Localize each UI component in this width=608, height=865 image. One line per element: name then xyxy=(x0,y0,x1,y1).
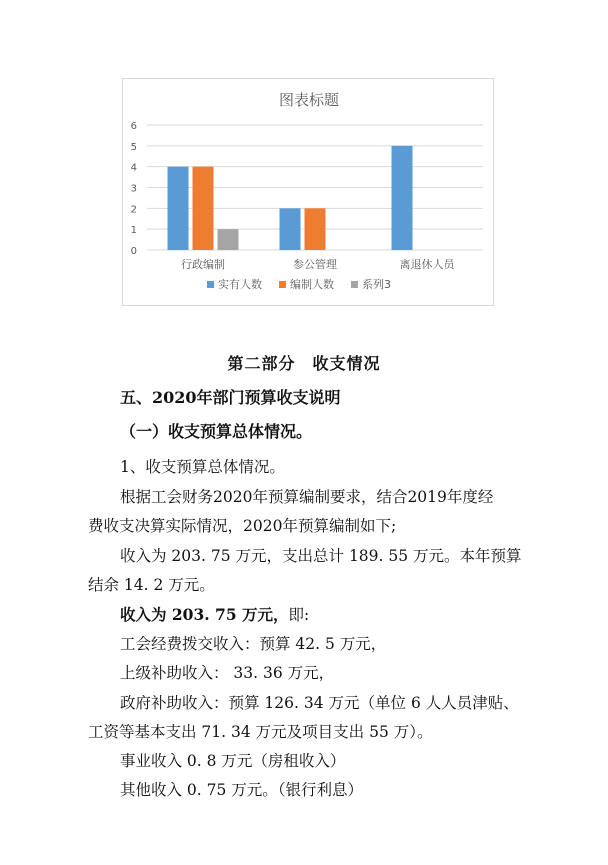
y-tick-label-6: 6 xyxy=(130,121,137,132)
paragraph-1: 1、收支预算总体情况。 xyxy=(120,458,285,476)
y-tick-label-5: 5 xyxy=(130,141,137,153)
paragraph-4 xyxy=(120,603,309,625)
bar-1-0 xyxy=(280,208,301,250)
chart-title: 图表标题 xyxy=(278,91,340,109)
bar-0-0 xyxy=(168,167,189,250)
paragraph-7-line-2: 工资等基本支出 71. 34 万元及项目支出 55 万）。 xyxy=(88,723,433,741)
bar-chart xyxy=(123,79,495,307)
paragraph-9: 其他收入 0. 75 万元。（银行利息） xyxy=(120,781,364,799)
bar-0-1 xyxy=(193,167,214,250)
legend-label-2: 系列3 xyxy=(362,278,391,291)
paragraph-3-line-2: 结余 14. 2 万元。 xyxy=(88,576,215,594)
y-tick-label-0: 0 xyxy=(130,246,137,257)
paragraph-2-line-1: 根据工会财务2020年预算编制要求，结合2019年度经 xyxy=(120,488,494,506)
x-tick-label-1: 参公管理 xyxy=(293,258,337,271)
y-tick-label-2: 2 xyxy=(130,204,137,216)
bar-1-1 xyxy=(305,208,326,250)
paragraph-2-line-2: 费收支决算实际情况，2020年预算编制如下; xyxy=(88,517,397,535)
income-total-bold: 收入为 203. 75 万元， xyxy=(120,605,289,624)
bar-0-2 xyxy=(218,229,239,250)
bar-2-0 xyxy=(392,146,413,250)
paragraph-7-line-1: 政府补助收入：预算 126. 34 万元（单位 6 人人员津贴、 xyxy=(120,694,519,712)
legend-swatch-2 xyxy=(351,281,358,288)
chart-container xyxy=(122,78,494,306)
heading-overall-budget: （一）收支预算总体情况。 xyxy=(120,422,313,441)
y-tick-label-3: 3 xyxy=(130,183,137,195)
legend-swatch-1 xyxy=(279,281,286,288)
heading-budget-explanation: 五、2020年部门预算收支说明 xyxy=(120,388,341,407)
legend-swatch-0 xyxy=(207,281,214,288)
paragraph-8: 事业收入 0. 8 万元（房租收入） xyxy=(120,752,346,770)
y-tick-label-4: 4 xyxy=(130,162,137,174)
x-tick-label-2: 离退休人员 xyxy=(399,258,455,271)
x-tick-label-0: 行政编制 xyxy=(181,258,225,271)
paragraph-6: 上级补助收入： 33. 36 万元， xyxy=(120,664,335,682)
income-total-rest: 即: xyxy=(288,606,310,624)
paragraph-5: 工会经费拨交收入：预算 42. 5 万元， xyxy=(120,635,387,653)
y-tick-label-1: 1 xyxy=(130,225,137,237)
legend-label-1: 编制人数 xyxy=(290,278,334,291)
legend-label-0: 实有人数 xyxy=(218,278,262,291)
section-title: 第二部分 收支情况 xyxy=(227,354,381,373)
paragraph-3-line-1: 收入为 203. 75 万元，支出总计 189. 55 万元。本年预算 xyxy=(120,547,522,565)
